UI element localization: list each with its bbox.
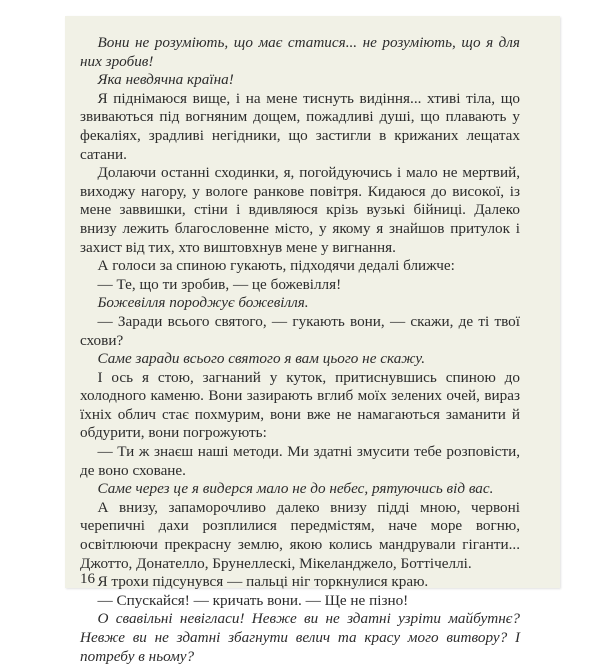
paragraph: — Спускайся! — кричать вони. — Ще не пізно!: [97, 591, 409, 609]
paragraph: — Ти ж знаєш наші методи. Ми здатні змусити тебе розповісти, де воно сховане.: [80, 443, 520, 479]
paragraph: — Те, що ти зробив, — це божевілля!: [97, 275, 342, 293]
paragraph: Саме через це я видерся мало не до небес, рятуючись від вас.: [97, 480, 494, 498]
paragraph: Вони не розуміють, що має статися... не розуміють, що я для них зробив!: [80, 34, 520, 70]
paragraph: Я піднімаюся вище, і на мене тиснуть видіння... хтиві тіла, що звиваються під вогняним дощем, пожадливі душі, що плавають у фекаліях, зрадливі негідники, що застигли в крижаних лещатах сатани.: [80, 89, 520, 163]
paragraph: І ось я стою, загнаний у куток, притиснувшись спиною до холодного каменю. Вони зазирають вглиб моїх зелених очей, вираз їхніх облич стає похмурим, вони вже не намагаються заманити й обдурити, вони погрожують:: [80, 368, 520, 442]
paragraph: О свавільні невіглаcи! Невже ви не здатні узріти майбутнє? Невже ви не здатні збагнути велич та красу мого витвору? І потребу в ньому?: [80, 610, 520, 665]
body-text: [80, 34, 520, 666]
paragraph: А голоси за спиною гукають, підходячи дедалі ближче:: [97, 257, 455, 275]
paragraph: Я трохи підсунувся — пальці ніг торкнулися краю.: [97, 573, 429, 591]
page-number: 16: [80, 571, 95, 587]
paragraph: А внизу, запаморочливо далеко внизу підді мною, червоні черепичні дахи розплилися передмістям, наче море вогню, освітлюючи прекрасну землю, якою колись мандрували гіганти... Джотто, Донателло, Брунеллескі, Мікеланджело, Боттічеллі.: [80, 498, 520, 572]
paragraph: Божевілля породжує божевілля.: [97, 294, 309, 312]
paragraph: — Заради всього святого, — гукають вони, — скажи, де ті твої схови?: [80, 312, 520, 349]
paragraph: Яка невдячна країна!: [97, 71, 234, 89]
paragraph: Саме заради всього святого я вам цього не скажу.: [97, 350, 426, 368]
paragraph: Долаючи останні сходинки, я, погойдуючись і мало не мертвий, виходжу нагору, у вологе ранкове повітря. Кидаюся до високої, із мене заввишки, стіни і вдивляюся крізь вузькі бійниці. Далеко внизу лежить благословенне місто, у якому я знайшов притулок і захист від тих, хто виштовхнув мене у вигнання.: [80, 164, 520, 256]
